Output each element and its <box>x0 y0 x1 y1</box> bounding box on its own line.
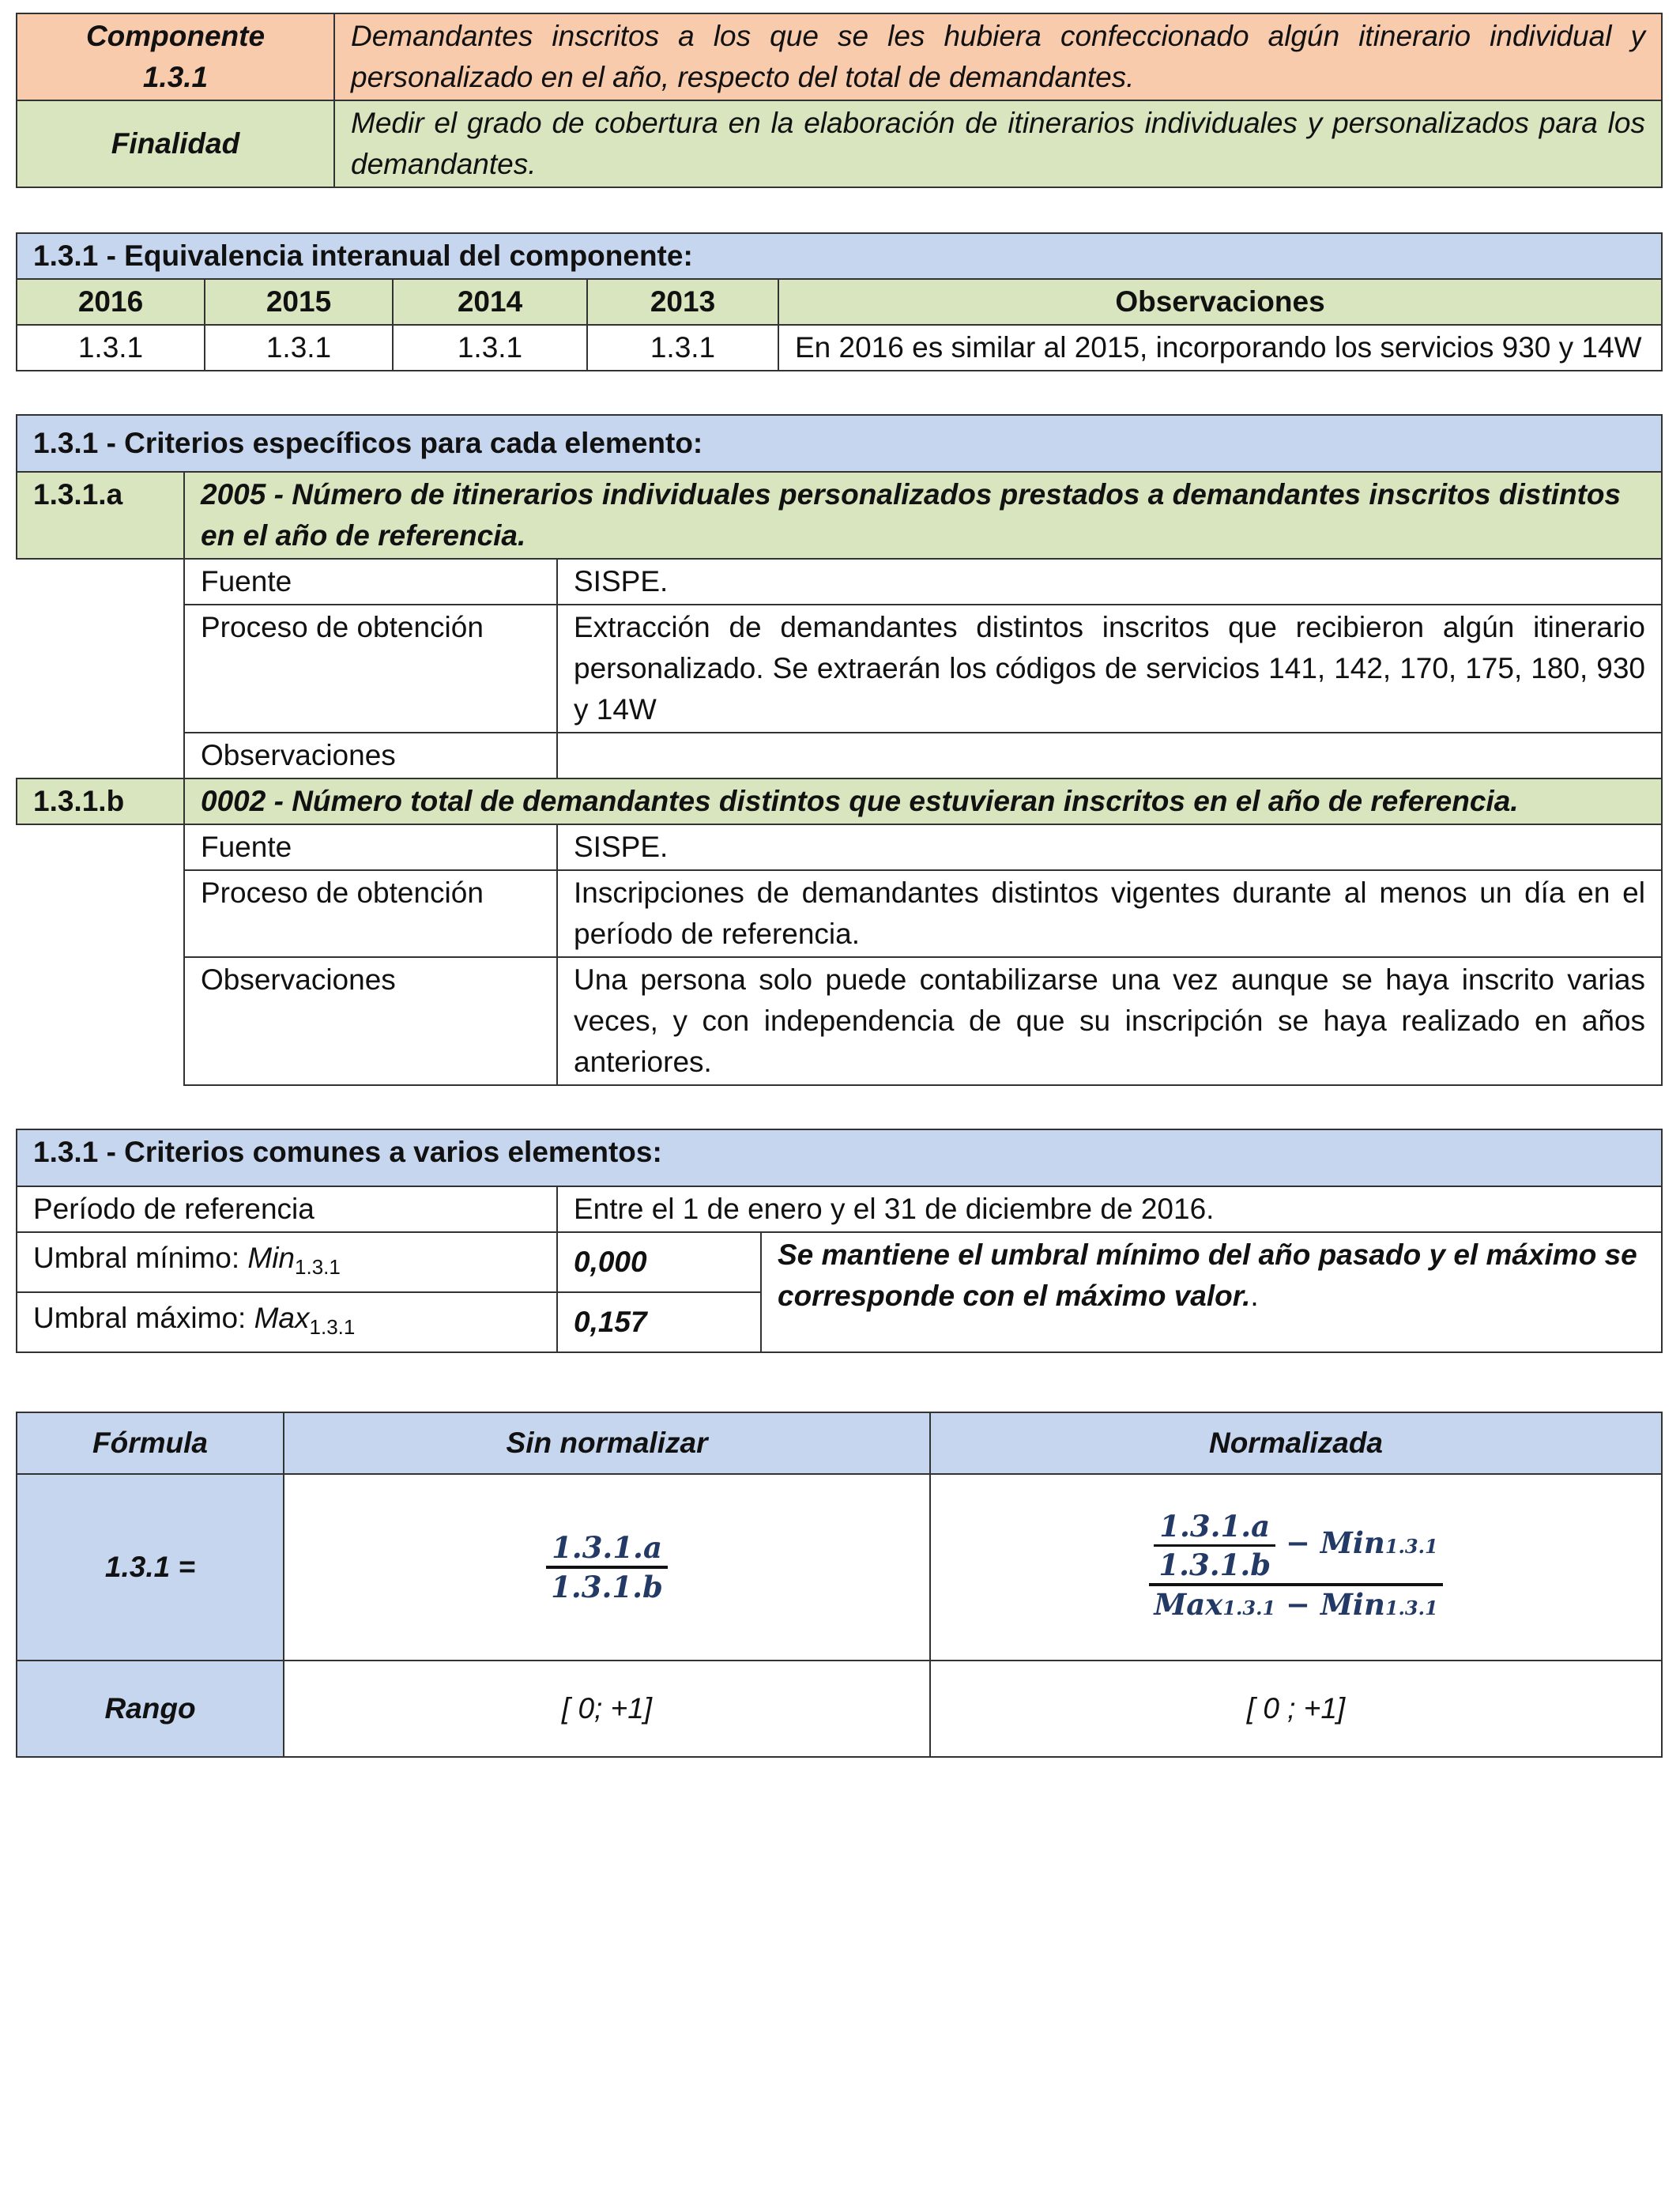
umbral-max-label <box>17 1292 557 1352</box>
criterios-title: 1.3.1 - Criterios específicos para cada elemento: <box>17 415 1662 472</box>
element-a-fuente: SISPE. <box>557 559 1662 605</box>
element-a-code: 1.3.1.a <box>17 472 184 559</box>
element-b-spacer <box>17 824 184 1085</box>
normalizada-header: Normalizada <box>930 1412 1662 1474</box>
max-symbol-den: Max <box>1154 1587 1223 1622</box>
header-2016: 2016 <box>17 279 205 325</box>
normalizada-numerator <box>1149 1508 1442 1586</box>
element-a-fuente-label: Fuente <box>184 559 557 605</box>
inner-numerator: 1.3.1.a <box>1154 1508 1275 1547</box>
min-symbol: Min <box>1320 1525 1385 1560</box>
rango-sin-normalizar: [ 0; +1] <box>284 1661 930 1757</box>
element-b-fuente-label: Fuente <box>184 824 557 870</box>
umbral-min-value: 0,000 <box>557 1232 761 1292</box>
inner-denominator: 1.3.1.b <box>1158 1547 1271 1582</box>
equivalencia-table <box>16 232 1663 371</box>
periodo-label: Período de referencia <box>17 1186 557 1232</box>
formula-sin-normalizar <box>284 1474 930 1661</box>
cell-2015: 1.3.1 <box>205 325 393 371</box>
componente-label <box>17 13 334 100</box>
element-b-title: 0002 - Número total de demandantes distintos que estuvieran inscritos en el año de referencia. <box>184 778 1662 824</box>
element-b-proceso-label: Proceso de obtención <box>184 870 557 957</box>
umbral-max-value: 0,157 <box>557 1292 761 1352</box>
fraction-numerator: 1.3.1.a <box>546 1529 668 1569</box>
cell-observaciones: En 2016 es similar al 2015, incorporando los servicios 930 y 14W <box>778 325 1662 371</box>
table-row <box>17 325 1662 371</box>
formula-header: Fórmula <box>17 1412 284 1474</box>
element-b-obs: Una persona solo puede contabilizarse una vez aunque se haya inscrito varias veces, y con independencia de que su inscripción se haya realizado en años anteriores. <box>557 957 1662 1085</box>
header-2015: 2015 <box>205 279 393 325</box>
componente-label-line1: Componente <box>85 20 266 52</box>
max-subscript-den: 1.3.1 <box>1222 1596 1276 1619</box>
umbral-min-symbol: Min <box>247 1241 296 1274</box>
umbral-nota <box>761 1232 1662 1352</box>
finalidad-label: Finalidad <box>17 100 334 187</box>
element-b-fuente: SISPE. <box>557 824 1662 870</box>
min-subscript: 1.3.1 <box>1384 1535 1438 1558</box>
fraction-denominator: 1.3.1.b <box>551 1570 663 1604</box>
umbral-nota-tail: . <box>1250 1280 1259 1312</box>
header-observaciones: Observaciones <box>778 279 1662 325</box>
criterios-table <box>16 414 1663 1086</box>
sin-normalizar-header: Sin normalizar <box>284 1412 930 1474</box>
umbral-max-subscript: 1.3.1 <box>309 1314 356 1339</box>
comunes-table <box>16 1129 1663 1353</box>
cell-2013: 1.3.1 <box>587 325 778 371</box>
minus-sign: − <box>1286 1525 1311 1560</box>
element-b-proceso: Inscripciones de demandantes distintos vigentes durante al menos un día en el período de referencia. <box>557 870 1662 957</box>
element-b-code: 1.3.1.b <box>17 778 184 824</box>
element-a-spacer <box>17 559 184 778</box>
formula-normalizada <box>930 1474 1662 1661</box>
componente-table <box>16 13 1663 188</box>
umbral-min-label <box>17 1232 557 1292</box>
inner-fraction <box>1154 1508 1275 1583</box>
header-2013: 2013 <box>587 279 778 325</box>
document-page <box>16 13 1663 1758</box>
umbral-max-text: Umbral máximo: <box>33 1301 254 1334</box>
umbral-min-subscript: 1.3.1 <box>295 1254 341 1279</box>
finalidad-texto: Medir el grado de cobertura en la elaboración de itinerarios individuales y personalizados para los demandantes. <box>334 100 1662 187</box>
element-a-title: 2005 - Número de itinerarios individuales personalizados prestados a demandantes inscritos distintos en el año de referencia. <box>184 472 1662 559</box>
fraction-sin-normalizar <box>546 1529 668 1605</box>
element-b-obs-label: Observaciones <box>184 957 557 1085</box>
min-symbol-den: Min <box>1320 1587 1385 1622</box>
cell-2014: 1.3.1 <box>393 325 587 371</box>
rango-normalizada: [ 0 ; +1] <box>930 1661 1662 1757</box>
formula-row-label: 1.3.1 = <box>17 1474 284 1661</box>
rango-label: Rango <box>17 1661 284 1757</box>
comunes-title: 1.3.1 - Criterios comunes a varios elementos: <box>17 1129 1662 1186</box>
element-a-obs <box>557 733 1662 778</box>
minus-sign-den: − <box>1286 1587 1311 1622</box>
element-a-proceso: Extracción de demandantes distintos inscritos que recibieron algún itinerario personalizado. Se extraerán los códigos de servicios 141, 142, 170, 175, 180, 930 y 14W <box>557 605 1662 733</box>
componente-label-line2: 1.3.1 <box>142 61 209 93</box>
fraction-normalizada <box>1149 1508 1442 1627</box>
periodo-value: Entre el 1 de enero y el 31 de diciembre de 2016. <box>557 1186 1662 1232</box>
umbral-min-text: Umbral mínimo: <box>33 1241 248 1274</box>
umbral-max-symbol: Max <box>254 1301 310 1334</box>
formula-table <box>16 1412 1663 1758</box>
umbral-nota-text: Se mantiene el umbral mínimo del año pasado y el máximo se corresponde con el máximo valor. <box>778 1238 1637 1312</box>
element-a-proceso-label: Proceso de obtención <box>184 605 557 733</box>
header-2014: 2014 <box>393 279 587 325</box>
element-a-obs-label: Observaciones <box>184 733 557 778</box>
componente-descripcion: Demandantes inscritos a los que se les hubiera confeccionado algún itinerario individual y personalizado en el año, respecto del total de demandantes. <box>334 13 1662 100</box>
equivalencia-title: 1.3.1 - Equivalencia interanual del componente: <box>17 233 1662 279</box>
cell-2016: 1.3.1 <box>17 325 205 371</box>
min-subscript-den: 1.3.1 <box>1384 1596 1438 1619</box>
normalizada-denominator <box>1149 1586 1442 1627</box>
